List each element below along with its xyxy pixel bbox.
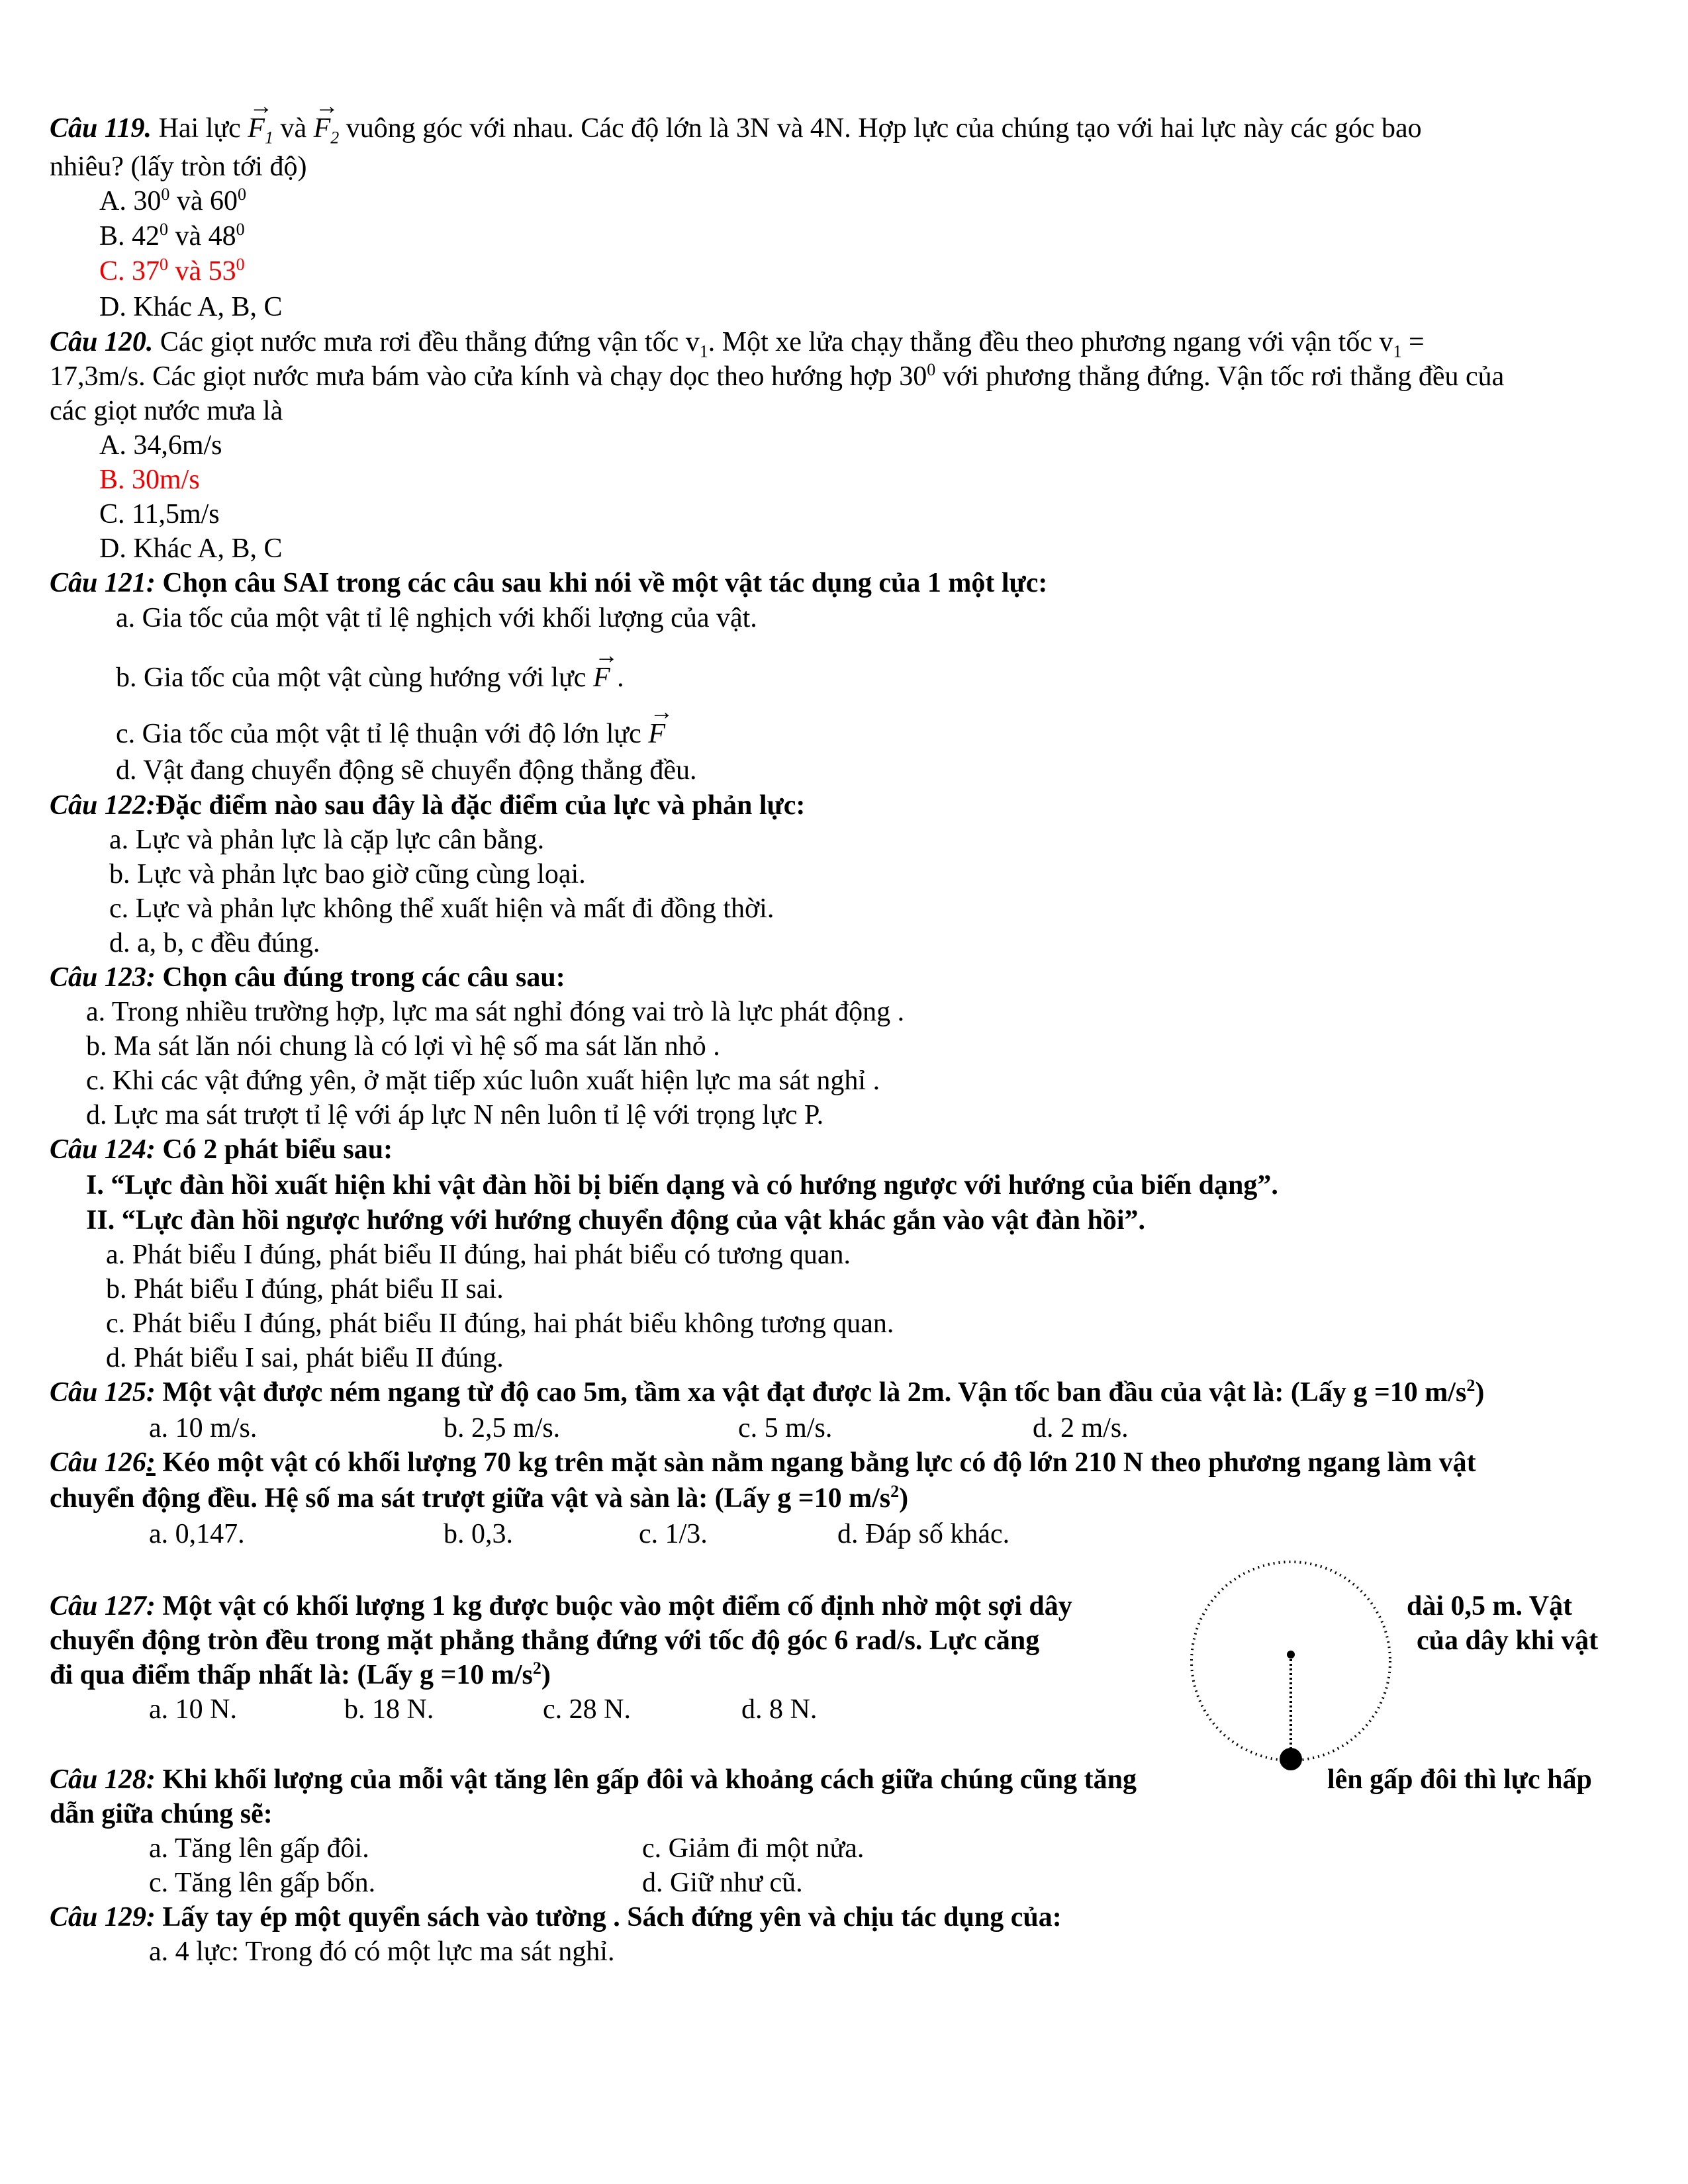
q128-option-d: d. Giữ như cũ. [642, 1868, 803, 1898]
q120-option-c: C. 11,5m/s [99, 499, 220, 529]
q119-stem-line2: nhiêu? (lấy tròn tới độ) [50, 152, 307, 182]
vector-f1 [248, 93, 273, 148]
vector-f [648, 698, 674, 750]
q128-stem [50, 1764, 1137, 1796]
q126-text: Kéo một vật có khối lượng 70 kg trên mặt sàn nằm ngang bằng lực có độ lớn 210 N theo phương ngang làm vật [155, 1447, 1476, 1478]
q120-line2-a: 17,3m/s. Các giọt nước mưa bám vào cửa kính và chạy dọc theo hướng hợp 30 [50, 361, 927, 392]
vector-f2-symbol: F [313, 113, 331, 144]
vector-f [592, 642, 618, 694]
option-key: B. [99, 221, 125, 251]
q128-stem-line2: dẫn giữa chúng sẽ: [50, 1799, 273, 1829]
q121-option-c-text: c. Gia tốc của một vật tỉ lệ thuận với độ lớn lực [116, 719, 649, 749]
option-and: và [168, 221, 209, 251]
q129-label: Câu 129: [50, 1902, 156, 1933]
q122-label: Câu 122: [50, 790, 156, 821]
degree-sup: 0 [161, 185, 170, 204]
vector-f-symbol: F [592, 662, 610, 693]
q124-option-b: b. Phát biểu I đúng, phát biểu II sai. [106, 1274, 504, 1304]
option-key: C. [99, 256, 125, 287]
q127-stem [50, 1590, 1072, 1622]
q120-option-a: A. 34,6m/s [99, 430, 222, 461]
q121-option-b [116, 642, 624, 694]
q127-text: Một vật có khối lượng 1 kg được buộc vào một điểm cố định nhờ một sợi dây [155, 1591, 1072, 1621]
q125-option-c: c. 5 m/s. [738, 1413, 833, 1443]
q123-option-a: a. Trong nhiều trường hợp, lực ma sát nghỉ đóng vai trò là lực phát động . [86, 997, 905, 1027]
q120-option-d: D. Khác A, B, C [99, 533, 283, 564]
q122-stem [50, 790, 805, 821]
vector-f-symbol: F [648, 719, 665, 749]
q120-label: Câu 120. [50, 327, 154, 357]
option-value: 30 [133, 186, 162, 216]
q127-option-d: d. 8 N. [741, 1694, 818, 1725]
q121-option-b-text: b. Gia tốc của một vật cùng hướng với lực [116, 662, 593, 693]
q120-text-2: . Một xe lửa chạy thẳng đều theo phương ngang với vận tốc v [708, 327, 1393, 357]
q127-option-a: a. 10 N. [149, 1694, 237, 1725]
q123-option-d: d. Lực ma sát trượt tỉ lệ với áp lực N nên luôn tỉ lệ với trọng lực P. [86, 1100, 824, 1130]
q119-option-d: D. Khác A, B, C [99, 292, 283, 322]
q124-option-a: a. Phát biểu I đúng, phát biểu II đúng, hai phát biểu có tương quan. [106, 1240, 851, 1270]
q127-stem-right: dài 0,5 m. Vật [1407, 1591, 1573, 1621]
q119-text-1: Hai lực [152, 113, 248, 144]
q120-stem-line2 [50, 361, 1504, 392]
option-value: 48 [208, 221, 236, 251]
vector-f1-sub: 1 [264, 128, 273, 148]
squared-sup: 2 [890, 1482, 900, 1501]
q122-option-b: b. Lực và phản lực bao giờ cũng cùng loại. [109, 859, 586, 889]
q124-statement-1: I. “Lực đàn hồi xuất hiện khi vật đàn hồi bị biến dạng và có hướng ngược với hướng của biến dạng”. [86, 1170, 1278, 1201]
q122-option-d: d. a, b, c đều đúng. [109, 928, 320, 958]
q126-stem [50, 1447, 1476, 1479]
q121-option-d: d. Vật đang chuyển động sẽ chuyển động thẳng đều. [116, 755, 697, 786]
q120-text-1: Các giọt nước mưa rơi đều thẳng đứng vận tốc v [153, 327, 700, 357]
q122-text: Đặc điểm nào sau đây là đặc điểm của lực và phản lực: [155, 790, 806, 821]
q128-option-b: c. Tăng lên gấp bốn. [149, 1868, 376, 1898]
q121-option-a: a. Gia tốc của một vật tỉ lệ nghịch với khối lượng của vật. [116, 603, 757, 633]
squared-sup: 2 [1466, 1376, 1476, 1395]
vector-arrow-icon: → [649, 698, 674, 725]
q122-option-c: c. Lực và phản lực không thể xuất hiện và mất đi đồng thời. [109, 893, 774, 924]
q127-stem-line2-right: của dây khi vật [1417, 1625, 1599, 1656]
q119-and: và [273, 113, 314, 144]
vector-arrow-icon: → [249, 93, 273, 119]
q126-option-c: c. 1/3. [639, 1519, 708, 1549]
q126-label: Câu 126 [50, 1447, 146, 1478]
q128-option-c: c. Giảm đi một nửa. [642, 1833, 865, 1864]
q120-text-3: = [1401, 327, 1425, 357]
q126-end: ) [899, 1483, 909, 1514]
q125-option-b: b. 2,5 m/s. [444, 1413, 561, 1443]
q123-text: Chọn câu đúng trong các câu sau: [155, 962, 565, 993]
q124-option-c: c. Phát biểu I đúng, phát biểu II đúng, hai phát biểu không tương quan. [106, 1308, 894, 1339]
q122-option-a: a. Lực và phản lực là cặp lực cân bằng. [109, 825, 545, 855]
vector-f2 [313, 93, 340, 148]
q124-option-d: d. Phát biểu I sai, phát biểu II đúng. [106, 1343, 504, 1373]
v1-sub: 1 [1393, 341, 1402, 361]
q126-colon: : [146, 1447, 156, 1478]
q123-option-c: c. Khi các vật đứng yên, ở mặt tiếp xúc luôn xuất hiện lực ma sát nghỉ . [86, 1066, 880, 1096]
q124-statement-2: II. “Lực đàn hồi ngược hướng với hướng chuyển động của vật khác gắn vào vật đàn hồi”. [86, 1205, 1146, 1236]
q127-stem-line3 [50, 1659, 551, 1691]
q120-option-b-answer: B. 30m/s [99, 465, 200, 495]
q125-label: Câu 125: [50, 1377, 156, 1408]
option-and: và [168, 256, 209, 287]
option-value: 53 [208, 256, 236, 287]
q127-stem-line2: chuyển động tròn đều trong mặt phẳng thẳng đứng với tốc độ góc 6 rad/s. Lực căng [50, 1625, 1040, 1656]
q119-option-c-answer [99, 255, 245, 287]
q128-text: Khi khối lượng của mỗi vật tăng lên gấp đôi và khoảng cách giữa chúng cũng tăng [155, 1764, 1137, 1795]
q128-label: Câu 128: [50, 1764, 156, 1795]
q126-option-b: b. 0,3. [444, 1519, 513, 1549]
option-and: và [169, 186, 210, 216]
q123-label: Câu 123: [50, 962, 156, 993]
q119-label: Câu 119. [50, 113, 152, 144]
mass-ball [1280, 1748, 1302, 1770]
option-key: A. [99, 186, 126, 216]
q121-option-c [116, 698, 674, 750]
q119-option-b [99, 220, 245, 252]
q129-option-a: a. 4 lực: Trong đó có một lực ma sát nghỉ. [149, 1936, 615, 1967]
q128-option-a: a. Tăng lên gấp đôi. [149, 1833, 369, 1864]
q120-stem-line3: các giọt nước mưa là [50, 396, 283, 426]
q129-stem [50, 1901, 1062, 1933]
q121-option-b-end: . [610, 662, 624, 693]
degree-sup: 0 [927, 360, 936, 379]
q124-text: Có 2 phát biểu sau: [155, 1134, 393, 1165]
option-value: 60 [210, 186, 238, 216]
vector-arrow-icon: → [314, 93, 339, 119]
vector-f2-sub: 2 [330, 128, 340, 148]
q119-stem [50, 93, 1422, 148]
q126-stem-line2 [50, 1482, 908, 1514]
q123-option-b: b. Ma sát lăn nói chung là có lợi vì hệ số ma sát lăn nhỏ . [86, 1031, 720, 1062]
q127-option-c: c. 28 N. [543, 1694, 631, 1725]
q127-end: ) [541, 1660, 551, 1690]
q125-text: Một vật được ném ngang từ độ cao 5m, tầm xa vật đạt được là 2m. Vận tốc ban đầu của vật là: (Lấy g =10 m/s [155, 1377, 1467, 1408]
q127-label: Câu 127: [50, 1591, 156, 1621]
q121-label: Câu 121: [50, 568, 156, 598]
q121-stem [50, 567, 1047, 599]
vector-f1-symbol: F [248, 113, 265, 144]
q119-text-2: vuông góc với nhau. Các độ lớn là 3N và 4N. Hợp lực của chúng tạo với hai lực này các góc bao [339, 113, 1422, 144]
degree-sup: 0 [160, 255, 169, 274]
q126-option-d: d. Đáp số khác. [837, 1519, 1010, 1549]
q125-option-a: a. 10 m/s. [149, 1413, 258, 1443]
q124-stem [50, 1134, 393, 1165]
q127-line3: đi qua điểm thấp nhất là: (Lấy g =10 m/s [50, 1660, 533, 1690]
vector-arrow-icon: → [594, 642, 618, 668]
degree-sup: 0 [236, 220, 245, 239]
q121-text: Chọn câu SAI trong các câu sau khi nói về một vật tác dụng của 1 một lực: [155, 568, 1048, 598]
q120-line2-b: với phương thẳng đứng. Vận tốc rơi thẳng đều của [935, 361, 1505, 392]
q125-stem [50, 1377, 1484, 1408]
q128-stem-right: lên gấp đôi thì lực hấp [1327, 1764, 1592, 1795]
q126-option-a: a. 0,147. [149, 1519, 245, 1549]
degree-sup: 0 [236, 255, 245, 274]
q125-end: ) [1475, 1377, 1485, 1408]
q127-option-b: b. 18 N. [344, 1694, 434, 1725]
q125-option-d: d. 2 m/s. [1033, 1413, 1129, 1443]
degree-sup: 0 [238, 185, 246, 204]
degree-sup: 0 [160, 220, 169, 239]
option-value: 37 [132, 256, 160, 287]
q120-stem [50, 326, 1425, 361]
q129-text: Lấy tay ép một quyển sách vào tường . Sách đứng yên và chịu tác dụng của: [155, 1902, 1062, 1933]
q123-stem [50, 962, 565, 993]
circular-motion-figure [1185, 1555, 1410, 1780]
squared-sup: 2 [532, 1659, 541, 1678]
option-value: 42 [132, 221, 160, 251]
v1-sub: 1 [699, 341, 708, 361]
q119-option-a [99, 185, 246, 217]
q126-line2: chuyển động đều. Hệ số ma sát trượt giữa vật và sàn là: (Lấy g =10 m/s [50, 1483, 891, 1514]
q124-label: Câu 124: [50, 1134, 156, 1165]
